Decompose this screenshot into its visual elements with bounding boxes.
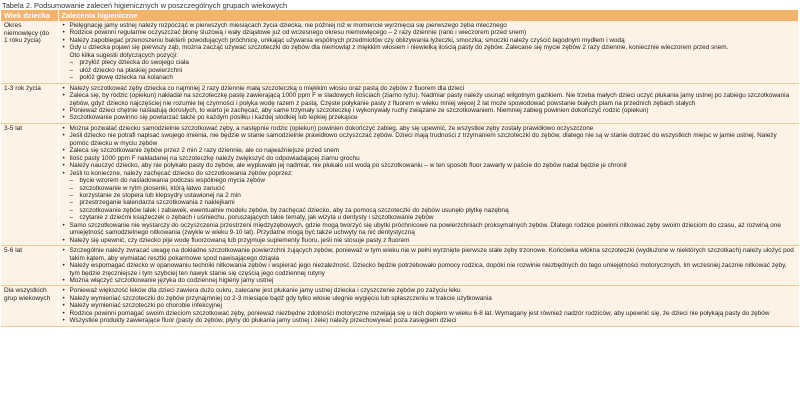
recommendations-cell — [58, 21, 799, 83]
list-item: • Można włączyć szczotkowanie języka do codziennej higieny jamy ustnej — [62, 277, 796, 284]
sub-list-item: – przyłóż plecy dziecka do swojego ciała — [62, 59, 796, 66]
list-item: • Gdy u dziecka pojawi się pierwszy ząb, można zacząć używać szczoteczki do zębów dla niemowląt z miękkim włosiem i niewielką ilością pasty do zębów. Zalecane się mycie zębów 2 razy dziennie, koniecznie wieczorem przed snem. — [62, 44, 796, 51]
table-row — [1, 246, 799, 286]
list-item: • Jeśli to konieczne, należy zachęcać dziecko do szczotkowania zębów poprzez: — [62, 170, 796, 177]
list-item: • Należy szczotkować zęby dziecka co najmniej 2 razy dziennie małą szczoteczką o miękkim włosiu oraz pastą do zębów z fluorem dla dzieci — [62, 85, 796, 92]
list-item: Oto kilka sugestii dotyczących pozycji: — [69, 51, 178, 59]
age-group-cell: 3-5 lat — [1, 123, 58, 245]
sub-list-item: – szczotkowanie w rytm piosenki, którą łatwo zanucić — [62, 185, 796, 192]
list-item: • Można pozwalać dziecku samodzielnie szczotkować zęby, a następnie rodzic (opiekun) powinien dokończyć zabieg, aby się upewnić, że wszystkie zęby zostały prawidłowo oczyszczone — [62, 125, 796, 132]
recommendation-list — [62, 22, 796, 82]
table-row — [1, 286, 799, 326]
header-age-group: Wiek dziecka — [1, 10, 58, 21]
list-item: • Należy się upewnić, czy dziecko pije wodę fluorzowaną lub przyjmuje suplementy fluoru, jeśli nie stosuje pasty z fluorem — [62, 237, 796, 244]
list-item: • Rodzice powinni regularnie oczyszczać błonę śluzową i wały dziąsłowe już od wczesnego okresu niemowlęcego – 2 razy dziennie (rano i wieczorem przed snem) — [62, 29, 796, 36]
table-header-row — [1, 10, 799, 21]
list-item: • Ilość pasty 1000 ppm F nakładanej na szczoteczkę należy zwiększyć do odpowiadającej ziarnu grochu — [62, 155, 796, 162]
list-item: • Należy zapobiegać przenoszeniu bakterii powodujących próchnicę, unikając używania wspólnych przedmiotów czy oblizywania łyżeczki, smoczka; smoczki należy czyścić łagodnym mydłem i wodą — [62, 37, 796, 44]
recommendations-cell — [58, 83, 799, 123]
list-item: • Zaleca się, by rodzic (opiekun) nakładał na szczoteczkę pastę zawierającą 1000 ppm F w śladowych ilościach (ziarno ryżu). Nadmiar pasty należy usunąć wilgotnym gazikiem. Nie trzeba małych dzieci uczyć płukania jamy ustnej po zabiegu szczotkowania zębów, gdyż dziecko najczęściej nie rozumie tej czynności i połyka wodę razem z pastą. Częste połykanie pasty z fluorem w wieku mniej więcej 2 lat może spowodować powstanie białych plam na przednich zębach stałych — [62, 92, 796, 107]
age-group-cell: Okres niemowlęcy (do 1 roku życia) — [1, 21, 58, 83]
age-group-cell: Dla wszystkich grup wiekowych — [1, 286, 58, 326]
table-row — [1, 21, 799, 83]
list-item: • Szczotkowanie powinno się powtarzać także po każdym posiłku i każdej słodkiej lub lepkiej przekąsce — [62, 114, 796, 121]
list-item: • Należy wymieniać szczoteczki do zębów przynajmniej co 2-3 miesiące bądź gdy tylko włosie ulegnie wygięciu lub spłaszczeniu w trakcie użytkowania — [62, 295, 796, 302]
age-group-cell: 5-6 lat — [1, 246, 58, 286]
list-item: • Wszystkie produkty zawierające fluor (pasty do zębów, płyny do płukania jamy ustnej i żele) należy przechowywać poza zasięgiem dzieci — [62, 317, 796, 324]
recommendation-list — [62, 287, 796, 324]
recommendation-list — [62, 125, 796, 244]
list-item: • Ponieważ większość leków dla dzieci zawiera dużo cukru, zalecane jest płukanie jamy ustnej dziecka i czyszczenie zębów po zażyciu leku — [62, 287, 796, 294]
sub-list-item: – szczotkowanie zębów lalek i zabawek, ewentualnie modelu zębów, by zachęcać dziecko, aby za pomocą szczoteczki do zębów usunęło płytkę nazębną — [62, 207, 796, 214]
sub-list-item: – korzystanie ze stopera lub klepsydry ustawionej na 2 min — [62, 192, 796, 199]
sub-list-item: – ułóż dziecko na płaskiej powierzchni — [62, 67, 796, 74]
sub-list-item: – połóż głowę dziecka na kolanach — [62, 74, 796, 81]
recommendation-list — [62, 247, 796, 284]
hygiene-recommendations-table — [1, 10, 799, 327]
list-item: • Ponieważ dzieci chętnie naśladują dorosłych, to warto je zachęcać, aby same trzymały szczoteczkę i wykonywały ruchy związane ze szczotkowaniem. Niemniej zabieg powinien dokończyć rodzic (opiekun) — [62, 107, 796, 114]
list-item: • Należy wspomagać dziecko w opanowaniu techniki nitkowania zębów i wspierać jego niezależność. Dziecko będzie potrzebowało pomocy rodzica, dopóki nie rozwinie niezbędnych do tego umiejętności motorycznych. Im wcześniej zacznie nitkować zęby, tym będzie zręczniejsze i tym szybciej ten nawyk stanie się częścią jego codziennej rutyny — [62, 262, 796, 277]
recommendations-cell — [58, 123, 799, 245]
age-group-cell: 1-3 rok życia — [1, 83, 58, 123]
list-item: • Samo szczotkowanie nie wystarczy do oczyszczenia przestrzeni międzyzębowych, gdzie mogą tworzyć się ubytki próchnicowe na powierzchniach proksymalnych zębów. Dlatego rodzice powinni nitkować zęby swoim dzieciom do czasu, aż rozwiną one umiejętność samodzielnego nitkowania (zwykle w wieku 9-10 lat). Przydatne mogą być także uchwyty na nić dentystyczną — [62, 222, 796, 237]
list-item: • Szczególnie należy zwracać uwagę na dokładne szczotkowanie powierzchni żujących zębów, ponieważ w tym wieku nie w pełni wyrznięte pierwsze stałe zęby trzonowe. Końcówka włókna szczoteczki (wydłużone w niektórych szczotkach) należy ułożyć pod takim kątem, aby wymiatać resztki pokarmowe spod nawisającego dziąsła — [62, 247, 796, 262]
table-body — [1, 21, 799, 326]
table-row — [1, 123, 799, 245]
recommendations-cell — [58, 286, 799, 326]
sub-list-item: – przestrzeganie kalendarza szczotkowania z naklejkami — [62, 199, 796, 206]
list-item: • Należy wymieniać szczoteczki po chorobie infekcyjnej — [62, 302, 796, 309]
table-row — [1, 83, 799, 123]
list-item: • Rodzice powinni pomagać swoim dzieciom szczotkować zęby, ponieważ niezbędne zdolności motoryczne rozwijają się u nich dopiero w wieku 6-8 lat. Wymagany jest również nadzór rodziców, aby upewnić się, że dzieci nie połykają pasty do zębów — [62, 310, 796, 317]
sub-list-item: – bycie wzorem do naśladowania podczas wspólnego mycia zębów — [62, 177, 796, 184]
table-caption: Tabela 2. Podsumowanie zaleceń higienicznych w poszczególnych grupach wiekowych — [2, 1, 288, 10]
list-item: • Należy nauczyć dziecko, aby nie połykało pasty do zębów, ale wypluwało jej nadmiar, nie płukało ust wodą po szczotkowaniu – w ten sposób fluor zawarty w paście do zębów nadal będzie je chronił — [62, 162, 796, 169]
list-item: • Pielęgnację jamy ustnej należy rozpocząć w pierwszych miesiącach życia dziecka, nie później niż w momencie wyrznięcia się pierwszego zęba mlecznego — [62, 22, 796, 29]
header-recommendations: Zalecenia higieniczne — [58, 10, 799, 21]
list-item: • Jeśli dziecko nie potrafi napisać swojego imienia, nie będzie w stanie samodzielnie prawidłowo oczyszczać zębów. Dzieci mają trudności z trzymaniem szczoteczki do zębów, dlatego nie są w stanie dotrzeć do wszystkich miejsc w jamie ustnej. Należy pomóc dziecku w myciu zębów — [62, 132, 796, 147]
recommendations-cell — [58, 246, 799, 286]
recommendation-list — [62, 85, 796, 122]
sub-list-item: – czytanie z dziećmi książeczek o zębach i uśmiechu, poruszających takie tematy, jak wizyta u dentysty i szczotkowanie zębów — [62, 214, 796, 221]
list-item: • Zaleca się szczotkowanie zębów przez 2 min 2 razy dziennie, ale co najważniejsze przed snem — [62, 147, 796, 154]
